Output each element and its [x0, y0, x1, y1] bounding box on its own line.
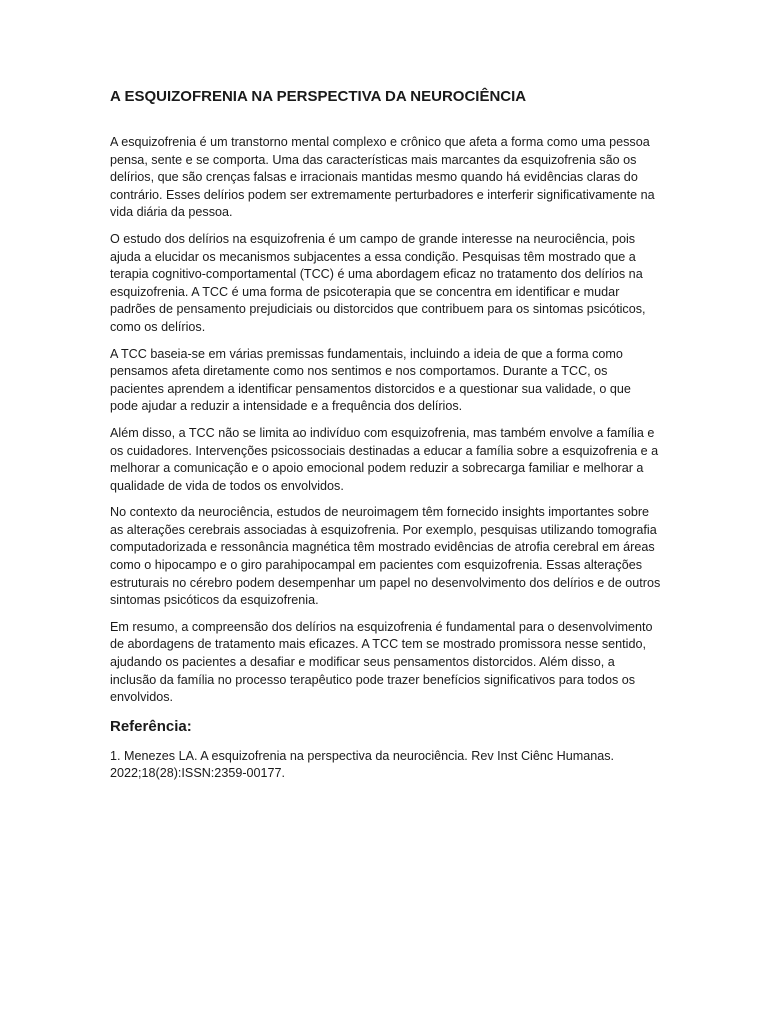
- body-paragraph: Em resumo, a compreensão dos delírios na esquizofrenia é fundamental para o desenvolvimento de abordagens de tratamento mais eficazes. A TCC tem se mostrado promissora nesse sentido, ajudando os pacientes a desafiar e modificar seus pensamentos distorcidos. Além disso, a inclusão da família no processo terapêutico pode trazer benefícios significativos para todos os envolvidos.: [110, 619, 653, 705]
- references-heading: Referência:: [110, 717, 192, 735]
- reference-item: 1. Menezes LA. A esquizofrenia na perspectiva da neurociência. Rev Inst Ciênc Humanas. 2022;18(28):ISSN:2359-00177.: [110, 748, 615, 781]
- body-paragraph: A TCC baseia-se em várias premissas fundamentais, incluindo a ideia de que a forma como pensamos afeta diretamente como nos sentimos e nos comportamos. Durante a TCC, os pacientes aprendem a identificar pensamentos distorcidos e a questionar sua validade, o que pode ajudar a reduzir a intensidade e a frequência dos delírios.: [110, 346, 631, 414]
- body-paragraph: A esquizofrenia é um transtorno mental complexo e crônico que afeta a forma como uma pessoa pensa, sente e se comporta. Uma das características mais marcantes da esquizofrenia são os delírios, que são crenças falsas e irracionais mantidas mesmo quando há evidências claras do contrário. Esses delírios podem ser extremamente perturbadores e interferir significativamente na vida diária da pessoa.: [110, 135, 655, 220]
- document-title: A ESQUIZOFRENIA NA PERSPECTIVA DA NEUROCIÊNCIA: [110, 88, 527, 105]
- document-body: [110, 134, 662, 707]
- body-paragraph: Além disso, a TCC não se limita ao indivíduo com esquizofrenia, mas também envolve a família e os cuidadores. Intervenções psicossociais destinadas a educar a família sobre a esquizofrenia e a melhorar a comunicação e o apoio emocional podem reduzir a sobrecarga familiar e melhorar a qualidade de vida de todos os envolvidos.: [110, 425, 659, 493]
- document-content: [110, 86, 662, 783]
- body-paragraph: O estudo dos delírios na esquizofrenia é um campo de grande interesse na neurociência, pois ajuda a elucidar os mecanismos subjacentes a essa condição. Pesquisas têm mostrado que a terapia cognitivo-comportamental (TCC) é uma abordagem eficaz no tratamento dos delírios na esquizofrenia. A TCC é uma forma de psicoterapia que se concentra em identificar e mudar padrões de pensamento prejudiciais ou distorcidos que contribuem para os sintomas psicóticos, como os delírios.: [110, 231, 646, 334]
- body-paragraph: No contexto da neurociência, estudos de neuroimagem têm fornecido insights importantes sobre as alterações cerebrais associadas à esquizofrenia. Por exemplo, pesquisas utilizando tomografia computadorizada e ressonância magnética têm mostrado evidências de atrofia cerebral em áreas como o hipocampo e o giro parahipocampal em pacientes com esquizofrenia. Essas alterações estruturais no cérebro podem desempenhar um papel no desenvolvimento dos delírios e de outros sintomas psicóticos da esquizofrenia.: [110, 505, 661, 608]
